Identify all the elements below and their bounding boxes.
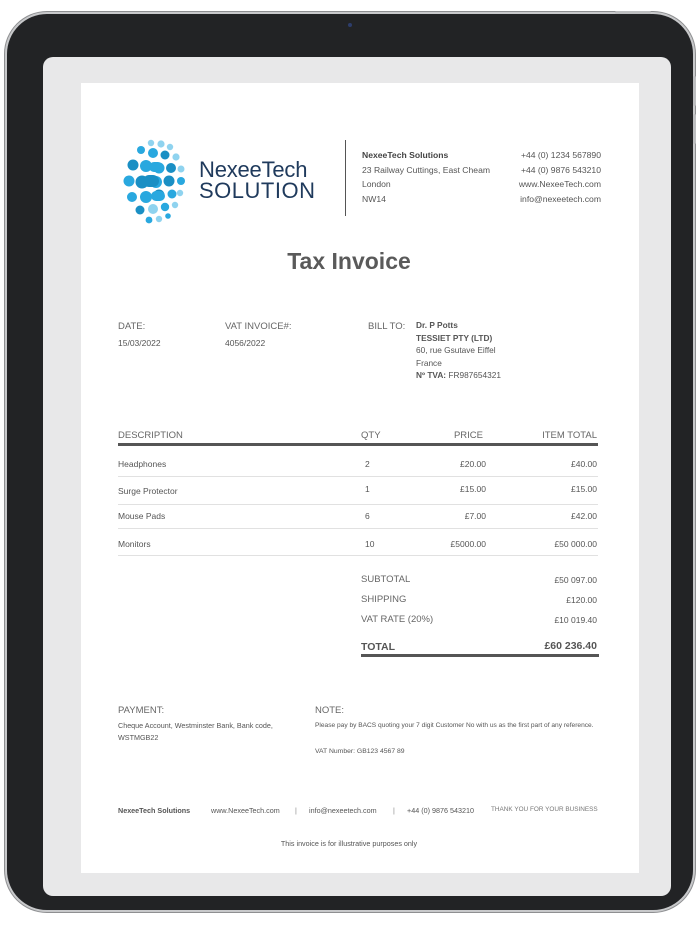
column-header-description: DESCRIPTION <box>118 430 183 441</box>
payment-label: PAYMENT: <box>118 705 165 716</box>
vat-invoice-label: VAT INVOICE#: <box>225 321 292 332</box>
row-divider <box>118 504 598 505</box>
row-qty: 10 <box>365 539 375 549</box>
row-description: Mouse Pads <box>118 511 166 521</box>
subtotal-value: £50 097.00 <box>554 575 597 585</box>
row-item-total: £50 000.00 <box>554 539 597 549</box>
bill-to-country: France <box>416 357 442 368</box>
tva-label: Nº TVA: <box>416 370 447 380</box>
footer-website[interactable]: www.NexeeTech.com <box>211 806 280 815</box>
bill-to-label: BILL TO: <box>368 321 406 332</box>
date-value: 15/03/2022 <box>118 338 161 348</box>
power-button <box>615 11 651 14</box>
row-price: £5000.00 <box>450 539 486 549</box>
footer-phone: +44 (0) 9876 543210 <box>407 806 474 815</box>
invoice-document[interactable] <box>81 83 639 873</box>
column-header-price: PRICE <box>453 430 483 441</box>
payment-details: Cheque Account, Westminster Bank, Bank code, WSTMGB22 <box>118 721 273 742</box>
row-price: £7.00 <box>464 511 486 521</box>
logo-dots <box>124 140 186 224</box>
total-label: TOTAL <box>361 641 396 653</box>
company-name: NexeeTech Solutions <box>362 150 449 160</box>
vat-rate-value: £10 019.40 <box>554 615 597 625</box>
row-price: £15.00 <box>460 484 486 494</box>
footer-email[interactable]: info@nexeetech.com <box>309 806 377 815</box>
company-contacts <box>519 148 601 206</box>
company-city: London <box>362 179 391 189</box>
column-header-qty: QTY <box>361 430 381 441</box>
company-address <box>362 148 490 206</box>
footer-company: NexeeTech Solutions <box>118 806 191 815</box>
tablet-frame <box>7 14 693 910</box>
row-item-total: £15.00 <box>571 484 597 494</box>
header-divider <box>345 140 346 216</box>
row-description: Monitors <box>118 539 151 549</box>
vat-invoice-value: 4056/2022 <box>225 338 266 348</box>
footer-separator: | <box>295 806 297 815</box>
company-phone-2: +44 (0) 9876 543210 <box>520 164 601 175</box>
subtotal-label: SUBTOTAL <box>361 574 411 585</box>
company-phone-1: +44 (0) 1234 567890 <box>520 150 601 160</box>
row-divider <box>118 528 598 529</box>
date-label: DATE: <box>118 321 146 332</box>
company-postcode: NW14 <box>362 193 386 204</box>
row-divider <box>118 476 598 477</box>
vat-rate-label: VAT RATE (20%) <box>361 614 434 625</box>
footer-separator: | <box>393 806 395 815</box>
total-rule <box>361 654 599 657</box>
camera-dot <box>348 23 352 27</box>
bill-to-tva <box>416 369 501 382</box>
row-qty: 1 <box>365 484 370 494</box>
bill-to-address <box>416 319 501 382</box>
column-header-item-total: ITEM TOTAL <box>542 430 597 441</box>
note-text: Please pay by BACS quoting your 7 digit Customer No with us as the first part of any reference. <box>315 722 594 729</box>
company-logo-icon <box>123 135 193 227</box>
disclaimer: This invoice is for illustrative purposes only <box>280 839 418 848</box>
row-divider <box>118 555 598 556</box>
shipping-value: £120.00 <box>566 595 597 605</box>
footer-thanks: THANK YOU FOR YOUR BUSINESS <box>491 806 598 813</box>
note-label: NOTE: <box>315 705 345 716</box>
shipping-label: SHIPPING <box>361 594 407 605</box>
row-description: Headphones <box>118 459 167 469</box>
row-qty: 2 <box>365 459 370 469</box>
total-value: £60 236.40 <box>544 640 597 652</box>
row-item-total: £40.00 <box>571 459 597 469</box>
company-street: 23 Railway Cuttings, East Cheam <box>362 164 491 175</box>
row-description: Surge Protector <box>118 486 178 496</box>
bill-to-street: 60, rue Gsutave Eiffel <box>416 345 496 355</box>
bill-to-name: Dr. P Potts <box>416 320 458 330</box>
company-website: www.NexeeTech.com <box>518 179 601 189</box>
company-email: info@nexeetech.com <box>520 193 601 204</box>
table-header-rule <box>118 443 598 446</box>
volume-up-button <box>693 76 696 106</box>
logo-wordmark-top: NexeeTech <box>199 157 308 182</box>
logo-wordmark-bottom: SOLUTION <box>199 178 316 203</box>
bill-to-company: TESSIET PTY (LTD) <box>416 332 493 343</box>
row-item-total: £42.00 <box>571 511 597 521</box>
tva-value: FR987654321 <box>448 370 501 380</box>
row-price: £20.00 <box>460 459 486 469</box>
row-qty: 6 <box>365 511 370 521</box>
vat-number: VAT Number: GB123 4567 89 <box>315 748 405 755</box>
tablet-screen <box>43 57 671 896</box>
volume-down-button <box>693 114 696 144</box>
invoice-title: Tax Invoice <box>287 248 411 274</box>
